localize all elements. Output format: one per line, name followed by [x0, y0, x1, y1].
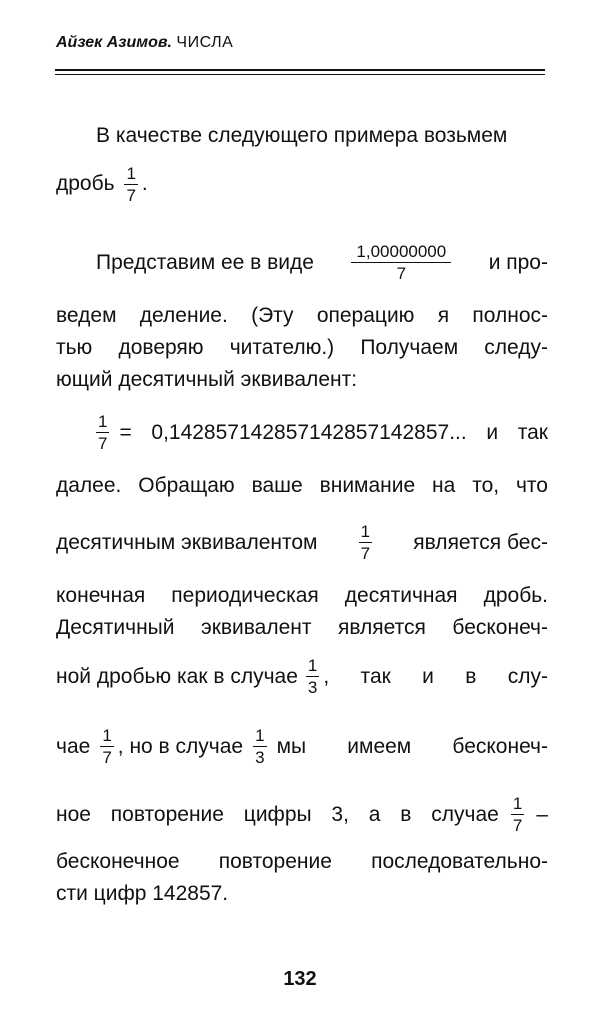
text-fragment: ной дробью как в случае: [56, 664, 298, 688]
fraction-numerator: 1: [255, 726, 265, 745]
fraction-numerator: 1: [360, 522, 371, 541]
header-title: ЧИСЛА: [176, 34, 234, 51]
text-fragment: десятичным эквивалентом: [56, 530, 318, 554]
text-line: ющий десятичный эквивалент:: [56, 368, 358, 391]
text-fragment: ное повторение цифры 3, а в случае: [56, 802, 499, 826]
fraction-numerator: 1: [102, 726, 112, 745]
text-fragment: и про-: [488, 250, 548, 274]
fraction-bar: [306, 676, 319, 677]
fraction-numerator: 1: [512, 794, 523, 813]
text-line-fraction: [56, 522, 548, 563]
fraction-bar: [96, 432, 109, 433]
header-rule-thin: [55, 74, 545, 75]
fraction-bar: [351, 262, 451, 263]
text-fragment: мы имеем бесконеч-: [276, 734, 548, 758]
text-line: ведем деление. (Эту операцию я полнос-: [56, 304, 548, 327]
text-fragment: дробь: [56, 172, 115, 196]
fraction-1-3: [306, 656, 319, 697]
fraction-denominator: 7: [360, 544, 371, 563]
fraction-denominator: 3: [307, 678, 318, 697]
fraction-1-7: [124, 164, 137, 205]
text-fragment: .: [141, 172, 148, 196]
running-header: [56, 34, 233, 52]
fraction-bar: [511, 814, 524, 815]
fraction-bar: [124, 184, 137, 185]
text-line: бесконечное повторение последовательно-: [56, 850, 548, 873]
fraction-bar: [100, 746, 113, 747]
fraction-numerator: 1,00000000: [356, 242, 447, 261]
text-fragment: = 0,142857142857142857142857... и так: [119, 420, 548, 444]
fraction-1-7: [359, 522, 372, 563]
fraction-numerator: 1: [126, 164, 136, 183]
text-fragment: чае: [56, 734, 91, 758]
text-line-fraction: [56, 656, 548, 697]
fraction-denominator: 7: [396, 264, 407, 283]
text-line-fraction: [96, 412, 548, 453]
fraction-1-00000000-7: [351, 242, 451, 283]
text-line: Десятичный эквивалент является бесконеч-: [56, 616, 548, 639]
fraction-bar: [253, 746, 266, 747]
text-line-fraction: [56, 726, 548, 767]
text-line-fraction: [56, 794, 548, 835]
fraction-denominator: 3: [255, 748, 265, 767]
fraction-denominator: 7: [102, 748, 112, 767]
text-fragment: Представим ее в виде: [96, 250, 314, 274]
fraction-numerator: 1: [307, 656, 318, 675]
text-line-fraction: [96, 242, 548, 283]
header-author: Айзек Азимов.: [56, 34, 172, 51]
text-fragment: , так и в слу-: [323, 664, 548, 688]
fraction-1-7: [100, 726, 113, 767]
fraction-denominator: 7: [126, 186, 136, 205]
fraction-1-7: [511, 794, 524, 835]
text-fragment: –: [536, 802, 548, 826]
text-line: тью доверяю читателю.) Получаем следу-: [56, 336, 548, 359]
header-rule: [55, 69, 545, 71]
page-number: 132: [283, 968, 317, 990]
text-fragment: является бес-: [413, 530, 548, 554]
text-fragment: , но в случае: [117, 734, 244, 758]
text-line-fraction: [56, 164, 548, 205]
fraction-bar: [359, 542, 372, 543]
fraction-denominator: 7: [98, 434, 108, 453]
fraction-1-7: [96, 412, 109, 453]
text-line: далее. Обращаю ваше внимание на то, что: [56, 474, 548, 497]
fraction-1-3: [253, 726, 266, 767]
fraction-numerator: 1: [98, 412, 108, 431]
text-line: сти цифр 142857.: [56, 882, 229, 905]
fraction-denominator: 7: [512, 816, 523, 835]
text-line: В качестве следующего примера возьмем: [96, 124, 508, 147]
text-line: конечная периодическая десятичная дробь.: [56, 584, 548, 607]
